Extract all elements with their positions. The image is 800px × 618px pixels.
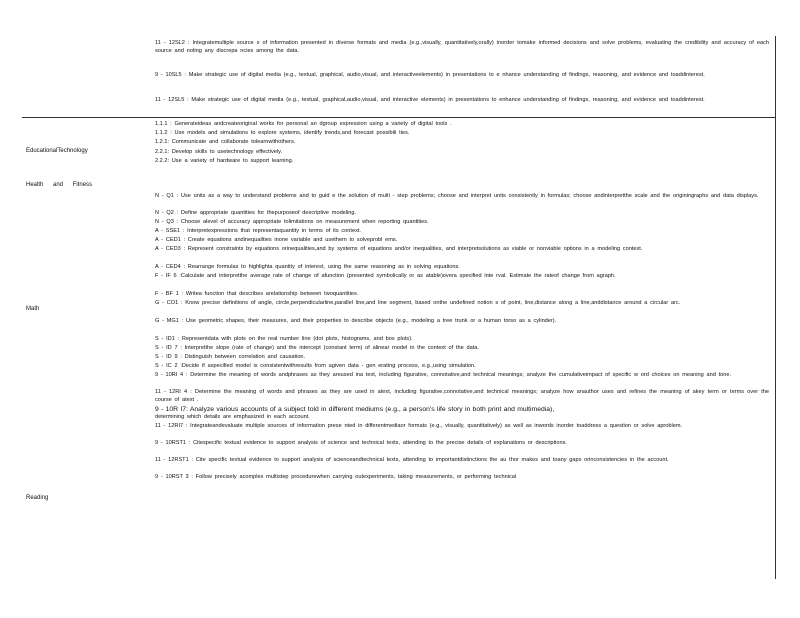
math-n-q2: N - Q2 : Define appropriate quantities for thepurposeof descriptive modeling. xyxy=(155,210,357,216)
reading-11-12rst1: 11 - 12RST1 : Cite specific textual evidence to support analysis of scienceandtechnical texts, attending to importantdistinctions the au thor makes and toany gaps orinconsistencies in the account. xyxy=(155,457,669,463)
edtech-1-2-1: 1.2.1: Communicate and collaborate tolearnwithothers. xyxy=(155,139,296,145)
subject-math: Math xyxy=(26,306,40,312)
math-f-bf1: F - BF 1 : Writea function that describes arelationship between twoquantities. xyxy=(155,291,359,297)
math-s-id1: S - ID1 : Representdata with plots on the real number line (dot plots, histograms, and box plots). xyxy=(155,336,413,342)
math-s-ic2: S - IC 2 :Decide if aspecified model is consistentwithresults from agiven data - gen erating process, e.g.,using simulation. xyxy=(155,363,476,369)
math-a-ced4: A - CED4 : Rearrange formulas to highlighta quantity of interest, using the same reasoning as in solving equations. xyxy=(155,264,460,270)
math-s-id9: S - ID 9 : Distinguish between correlation and causation. xyxy=(155,354,306,360)
reading-9-10ri7: 9 - 10R I7: Analyze various accounts of a subject told in different mediums (e.g., a person’s life story in both print and multimedia), xyxy=(155,406,555,413)
math-f-if6: F - IF 6 :Calculate and interpretthe average rate of change of afunction (presented symbolically or as atable)overa specified inte rval. Estimate the rateof change from agraph. xyxy=(155,273,616,279)
math-g-mg1: G - MG1 : Use geometric shapes, their measures, and their properties to describe objects (e.g., modeling a tree trunk or a human torso as a cylinder). xyxy=(155,318,557,324)
subject-reading: Reading xyxy=(26,495,49,501)
subject-educational-technology: EducationalTechnology xyxy=(26,148,88,154)
edtech-1-1-2: 1.1.2 : Use models and simulations to explore systems, identify trends,and forecast possibili ties. xyxy=(155,130,410,136)
subject-health-fitness: Health and Fitness xyxy=(26,182,93,188)
reading-11-12ri7: 11 - 12RI7 : Integrateandevaluate multiple sources of information prese nted in differentmediaor formats (e.g., visually, quantitatively) as well as inwords inorder toaddress a question or solve aproblem. xyxy=(155,423,683,429)
math-n-q1: N - Q1 : Use units as a way to understand problems and to guid e the solution of multi - step problems; choose and interpret units consistently in formulas; choose andinterpretthe scale and the originingraphs and data displays. xyxy=(155,193,759,199)
standard-11-12sl5: 11 - 12SL5 : Make strategic use of digital media (e.g., textual, graphical,audio,visual, and interactive elements) in presentations to enhance understanding of findings, reasoning, and evidence and toaddinterest. xyxy=(155,97,705,103)
math-a-ced3: A - CED3 : Represent constraints by equations orinequalities,and by systems of equations and/or inequalities, and interpretsolutions as viable or nonviable options in a modeling context. xyxy=(155,246,643,252)
edtech-1-1-1: 1.1.1 : Generateideas andcreateoriginal works for personal an dgroup expression using a variety of digital tools . xyxy=(155,121,452,127)
standard-11-12sl2: 11 - 12SL2 : Integratemultiple source s of information presented in diverse formats and media (e.g.,visually, quantitatively,orally) inorder tomake informed decisions and solve problems, evaluating the credibility and accuracy of each source and noting any discrepa ncies among the data. xyxy=(155,40,769,54)
edtech-2-2-2: 2.2.2: Use a variety of hardware to support learning. xyxy=(155,158,294,164)
standard-9-10sl5: 9 - 10SL5 : Make strategic use of digital media (e.g., textual, graphical, audio,visual, and interactiveelements) in presentations to e nhance understanding of findings, reasoning, and evidence and toaddinterest. xyxy=(155,72,705,78)
reading-9-10rst3: 9 - 10RST 3 : Follow precisely acomplex multistep procedurewhen carrying outexperiments, taking measurements, or performing technical xyxy=(155,474,517,480)
reading-9-10ri4: 9 - 10RI 4 : Determine the meaning of words andphrases as they areused ina text, including figurative, connotative,and technical meanings; analyze the cumulativeimpact of specific w ord choices on meaning and tone. xyxy=(155,372,732,378)
reading-9-10ri7-continued: determining which details are emphasized in each account. xyxy=(155,414,310,420)
edtech-2-2-1: 2.2.1: Develop skills to usetechnology effectively. xyxy=(155,149,283,155)
math-s-id7: S - ID 7 : Interpretthe slope (rate of change) and the intercept (constant term) of alinear model in the context of the data. xyxy=(155,345,479,351)
math-a-ced1: A - CED1 : Create equations andinequalities inone variable and usethem to solveprobl ems. xyxy=(155,237,398,243)
reading-9-10rst1: 9 - 10RST1 : Citespecific textual evidence to support analysis of science and technical texts, attending to the precise details of explanations or descriptions. xyxy=(155,440,567,446)
math-g-co1: G - CO1 : Know precise definitions of angle, circle,perpendicularline,parallel line,and line segment, based onthe undefined notion s of point, line,distance along a line,anddistance around a circular arc. xyxy=(155,300,681,306)
reading-11-12ri4: 11 - 12RI 4 : Determine the meaning of words and phrases as they are used in atext, including figurative,connotative,and technical meanings; analyze how anauthor uses and refines the meaning of akey term or terms over the course of atext . xyxy=(155,389,769,403)
table-horizontal-rule xyxy=(22,117,776,118)
math-a-sse1: A - SSE1 : Interpretexpressions that representaquantity in terms of its context. xyxy=(155,228,361,234)
math-n-q3: N - Q3 : Choose alevel of accuracy appropriate tolimitations on measurement when reporting quantities. xyxy=(155,219,429,225)
